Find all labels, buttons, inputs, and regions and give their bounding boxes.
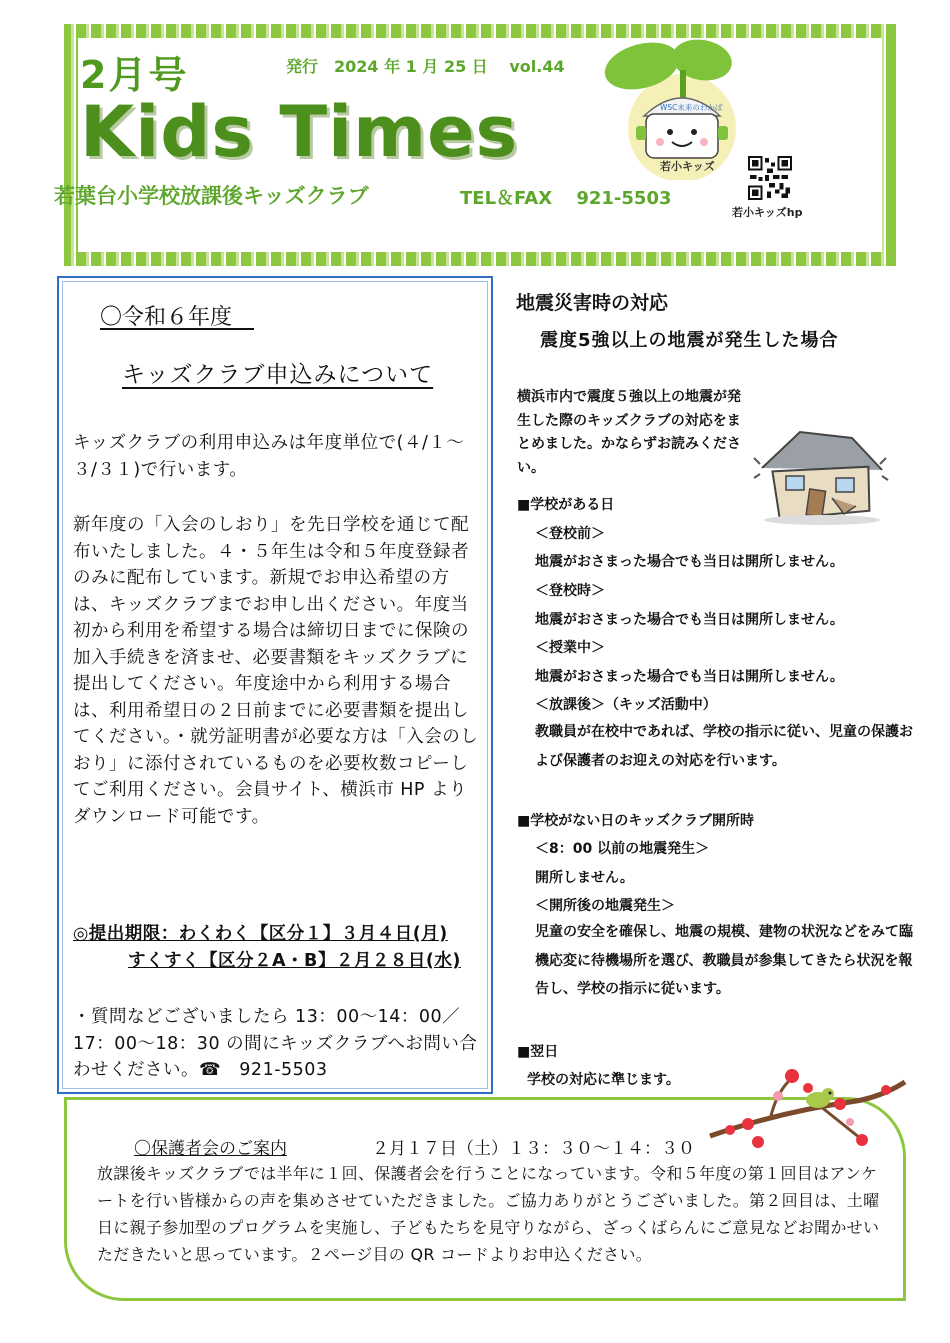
section-next-day: ■翌日 [517,1044,559,1060]
after-school-label: ＜放課後＞（キッズ活動中） [535,697,717,713]
parent-meeting-date: ２月１７日（土）１３：３０～１４：３０ [372,1139,695,1159]
after-school-text: 教職員が在校中であれば、学校の指示に従い、児童の保護および保護者のお迎えの対応を行います。 [535,724,913,769]
contact-text: ・質問などございましたら 13：00～14：00／17：00～18：30 の間にキッズクラブへお問い合わせください。☎ 921-5503 [73,1007,478,1080]
after-open-label: ＜開所後の地震発生＞ [535,898,675,914]
section-no-school-day: ■学校がない日のキッズクラブ開所時 [517,813,754,829]
publication-info: 発行 2024 年 1 月 25 日 vol.44 [286,57,565,76]
section-title-year: 〇令和６年度 [100,305,255,330]
earthquake-intro: 横浜市内で震度５強以上の地震が発生した際のキッズクラブの対応をまとめました。かならずお読みください。 [517,389,741,476]
after-open-text: 児童の安全を確保し、地震の規模、建物の状況などをみて臨機応変に待機場所を選び、教職員が参集してきたら状況を報告し、学校の指示に従います。 [535,924,913,997]
before-8-text: 開所しません。 [535,870,634,886]
earthquake-subtitle: 震度5強以上の地震が発生した場合 [540,330,839,351]
earthquake-title: 地震災害時の対応 [516,292,669,314]
deadline-sukusuku: すくすく【区分２A・B】２月２８日(水) [128,951,461,971]
plum-blossom-branch-icon [700,1042,910,1152]
qr-code-icon[interactable] [748,156,792,200]
section-school-day: ■学校がある日 [517,497,615,513]
issue-label: 2月号 [80,53,189,97]
before-8-label: ＜8：00 以前の地震発生＞ [535,841,710,857]
before-school-text: 地震がおさまった場合でも当日は開所しません。 [535,554,844,570]
club-name: 若葉台小学校放課後キッズクラブ [54,184,369,208]
mascot-hat-text: WSC未来のわかば [660,103,723,112]
arriving-text: 地震がおさまった場合でも当日は開所しません。 [535,612,844,628]
qr-label: 若小キッズhp [732,206,803,219]
newsletter-title: Kids Times [80,91,519,173]
before-school-label: ＜登校前＞ [535,526,605,542]
deadline-wakuwaku: ◎提出期限：わくわく【区分１】３月４日(月) [73,924,448,944]
parent-meeting-title: 〇保護者会のご案内 [134,1139,287,1159]
application-details-text: 新年度の「入会のしおり」を先日学校を通じて配布いたしました。４・５年生は令和５年度登録者のみに配布しています。新規でお申込希望の方は、キッズクラブまでお申し出ください。年度当初から利用を希望する場合は締切日までに保険の加入手続きを済ませ、必要書類をキッズクラブに提出してください。年度途中から利用する場合は、利用希望日の２日前までに必要書類を提出してください。・就労証明書が必要な方は「入会のしおり」に添付されているものを必要枚数コピーしてご利用ください。会員サイト、横浜市 HP よりダウンロード可能です。 [73,515,479,827]
section-title-application: キッズクラブ申込みについて [122,362,434,388]
in-class-label: ＜授業中＞ [535,640,605,656]
next-day-text: 学校の対応に準じます。 [527,1072,680,1088]
application-period-text: キッズクラブの利用申込みは年度単位で(４/１～３/３１)で行います。 [73,433,465,480]
tel-fax: TEL＆FAX 921-5503 [460,188,672,209]
damaged-house-icon [752,418,892,526]
parent-meeting-text: 放課後キッズクラブでは半年に１回、保護者会を行うことになっています。令和５年度の第１回目はアンケートを行い皆様からの声を集めさせていただきました。ご協力ありがとうございました。第２回目は、土曜日に親子参加型のプログラムを実施し、子どもたちを見守りながら、ざっくばらんにご意見などお聞かせいただきたいと思っています。２ページ目の QR コードよりお申込ください。 [97,1164,880,1264]
arriving-label: ＜登校時＞ [535,583,605,599]
mascot-label: 若小キッズ [660,160,715,173]
in-class-text: 地震がおさまった場合でも当日は開所しません。 [535,669,844,685]
